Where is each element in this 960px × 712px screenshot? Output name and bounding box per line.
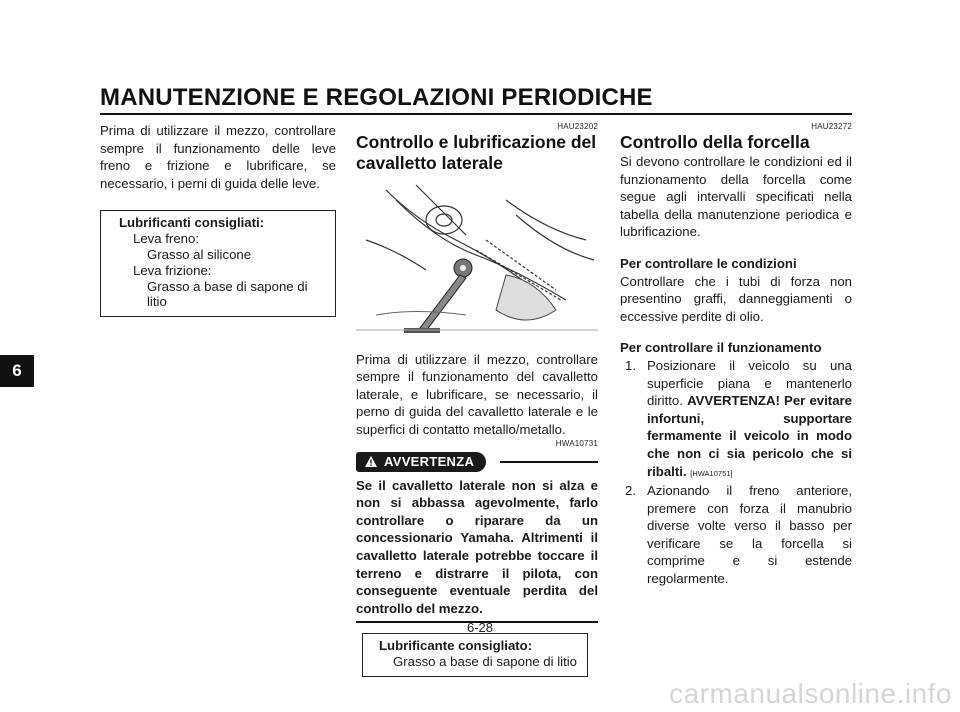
brake-lever-label: Leva freno:: [133, 231, 199, 247]
warning-label: [356, 452, 486, 472]
sidestand-body-text: Prima di utilizzare il mezzo, controllare sempre il funzionamento del cavalletto laterale, e lubrificare, se necessario, il perno di guida del cavalletto laterale e le superfici di contatto metallo/metallo.: [356, 351, 598, 437]
lubricant-box-title: Lubrificanti consigliati:: [119, 215, 265, 231]
sidestand-lubricant-title: Lubrificante consigliato:: [379, 638, 533, 654]
step-1-code: [HWA10751]: [690, 468, 733, 478]
page-title: MANUTENZIONE E REGOLAZIONI PERIODICHE: [100, 84, 653, 111]
step-number: 2.: [625, 483, 636, 499]
operation-subheading: Per controllare il funzionamento: [620, 340, 822, 356]
step-text: [647, 357, 852, 482]
sidestand-photo: [356, 180, 598, 340]
warning-code: HWA10731: [555, 438, 598, 448]
step-2-text: Azionando il freno anteriore, premere con forza il manubrio diverse volte verso il basso per verificare se la forcella si comprime e si estende regolarmente.: [647, 483, 852, 587]
lubricant-box-levers: [100, 210, 336, 317]
chapter-tab: 6: [0, 355, 34, 387]
fork-intro-text: Si devono controllare le condizioni ed il funzionamento della forcella come segue agli intervalli specificati nella tabella della manutenzione periodica e lubrificazione.: [620, 154, 852, 240]
warning-bar: [356, 451, 598, 473]
warning-rule: [500, 461, 598, 463]
column-fork: [620, 122, 852, 588]
operation-steps: [620, 357, 852, 588]
column-sidestand: [356, 122, 598, 677]
condition-text: Controllare che i tubi di forza non presentino graffi, danneggiamenti o eccessive perdite di olio.: [620, 273, 852, 324]
fork-section-code: HAU23272: [811, 122, 852, 131]
clutch-lever-label: Leva frizione:: [133, 262, 212, 278]
lubricant-box-sidestand: [362, 633, 588, 677]
step-number: 1.: [625, 357, 636, 373]
page-number: 6-28: [466, 620, 494, 635]
section-code: HAU23202: [557, 122, 598, 131]
sidestand-heading: Controllo e lubrificazione del cavalletto laterale: [356, 132, 597, 173]
watermark: carmanualsonline.info: [669, 678, 952, 709]
step-1-text: Posizionare il veicolo su una superficie piana e mantenerlo diritto.: [647, 357, 852, 409]
fork-heading: Controllo della forcella: [620, 132, 810, 152]
step-item: [620, 357, 852, 482]
sidestand-lubricant-value: Grasso a base di sapone di litio: [393, 654, 578, 670]
warning-text: Se il cavalletto laterale non si alza e non si abbassa agevolmente, farlo controllare o riparare da un concessionario Yamaha. Altrimenti il cavalletto laterale potrebbe toccare il terreno e distrarre il pilota, con conseguente eventuale perdita del controllo del mezzo.: [356, 477, 598, 616]
warning-label-text: AVVERTENZA: [384, 453, 475, 469]
step-1-warning: AVVERTENZA! Per evitare infortuni, supportare fermamente il veicolo in modo che non ci sia pericolo che si ribalti.: [647, 393, 852, 479]
column-brake-clutch: [100, 122, 336, 317]
clutch-lever-lubricant: Grasso a base di sapone di litio: [147, 278, 308, 310]
warning-triangle-icon: [364, 455, 378, 468]
brake-lever-lubricant: Grasso al silicone: [147, 246, 252, 262]
lever-intro-text: Prima di utilizzare il mezzo, controllare sempre il funzionamento delle leve freno e frizione e lubrificare, se necessario, i perni di guida delle leve.: [100, 123, 336, 191]
header-rule: [100, 113, 852, 115]
condition-subheading: Per controllare le condizioni: [620, 255, 797, 271]
step-item: [620, 482, 852, 588]
